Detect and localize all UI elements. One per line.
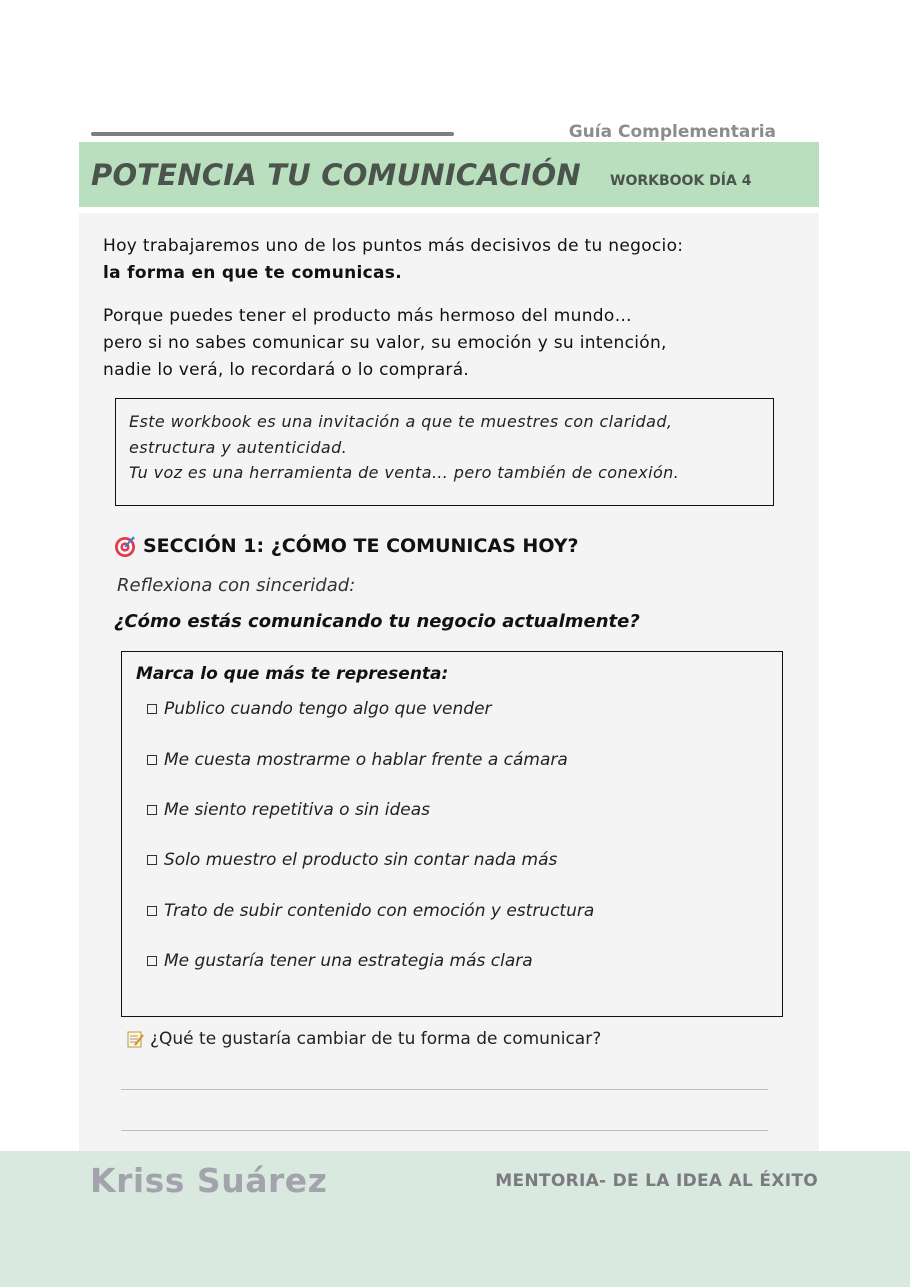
checklist-option[interactable] xyxy=(147,951,533,971)
main-question: ¿Cómo estás comunicando tu negocio actualmente? xyxy=(114,611,640,632)
checklist-option[interactable] xyxy=(147,850,557,870)
checkbox-icon[interactable] xyxy=(147,906,157,916)
memo-icon xyxy=(127,1031,144,1048)
content-panel xyxy=(79,213,819,1153)
checkbox-icon[interactable] xyxy=(147,855,157,865)
guide-label: Guía Complementaria xyxy=(568,122,776,142)
checklist-option[interactable] xyxy=(147,750,568,770)
intro-p1-line2: la forma en que te comunicas. xyxy=(103,263,402,283)
quote-line-1: Este workbook es una invitación a que te muestres con claridad, estructura y autenticidad. xyxy=(129,412,673,457)
intro-p1-line1: Hoy trabajaremos uno de los puntos más decisivos de tu negocio: xyxy=(103,236,684,256)
program-name: MENTORIA- DE LA IDEA AL ÉXITO xyxy=(495,1171,818,1191)
checklist-option[interactable] xyxy=(147,699,492,719)
checkbox-icon[interactable] xyxy=(147,805,157,815)
checklist-option[interactable] xyxy=(147,901,594,921)
target-icon xyxy=(114,535,136,557)
quote-line-2: Tu voz es una herramienta de venta… pero también de conexión. xyxy=(129,463,680,482)
answer-line[interactable] xyxy=(121,1130,768,1131)
checkbox-icon[interactable] xyxy=(147,956,157,966)
option-label: Solo muestro el producto sin contar nada más xyxy=(164,850,558,870)
intro-p2-line1: Porque puedes tener el producto más hermoso del mundo… xyxy=(103,306,632,326)
open-question-text: ¿Qué te gustaría cambiar de tu forma de comunicar? xyxy=(150,1029,602,1049)
option-label: Publico cuando tengo algo que vender xyxy=(164,699,492,719)
intro-paragraph-1 xyxy=(103,233,793,287)
intro-paragraph-2 xyxy=(103,303,793,384)
option-label: Me gustaría tener una estrategia más clara xyxy=(164,951,533,971)
section-heading-text: SECCIÓN 1: ¿CÓMO TE COMUNICAS HOY? xyxy=(143,535,579,557)
checkbox-icon[interactable] xyxy=(147,755,157,765)
quote-box xyxy=(115,398,774,506)
section-heading xyxy=(114,535,579,557)
title-banner xyxy=(79,142,819,207)
open-question xyxy=(127,1029,601,1049)
intro-p2-line2: pero si no sabes comunicar su valor, su emoción y su intención, xyxy=(103,333,667,353)
option-label: Me cuesta mostrarme o hablar frente a cámara xyxy=(164,750,568,770)
checkbox-icon[interactable] xyxy=(147,704,157,714)
option-label: Trato de subir contenido con emoción y estructura xyxy=(164,901,595,921)
page-title: POTENCIA TU COMUNICACIÓN xyxy=(91,158,581,192)
workbook-day-label: WORKBOOK DÍA 4 xyxy=(610,173,752,189)
checklist-title: Marca lo que más te representa: xyxy=(136,664,449,684)
option-label: Me siento repetitiva o sin ideas xyxy=(164,800,430,820)
quote-text xyxy=(129,409,761,486)
header-rule xyxy=(91,132,454,136)
reflect-prompt: Reflexiona con sinceridad: xyxy=(117,575,356,596)
checklist-option[interactable] xyxy=(147,800,430,820)
author-name: Kriss Suárez xyxy=(90,1161,328,1200)
answer-line[interactable] xyxy=(121,1089,768,1090)
checklist-box xyxy=(121,651,783,1017)
footer xyxy=(0,1151,910,1287)
intro-p2-line3: nadie lo verá, lo recordará o lo comprará. xyxy=(103,360,470,380)
